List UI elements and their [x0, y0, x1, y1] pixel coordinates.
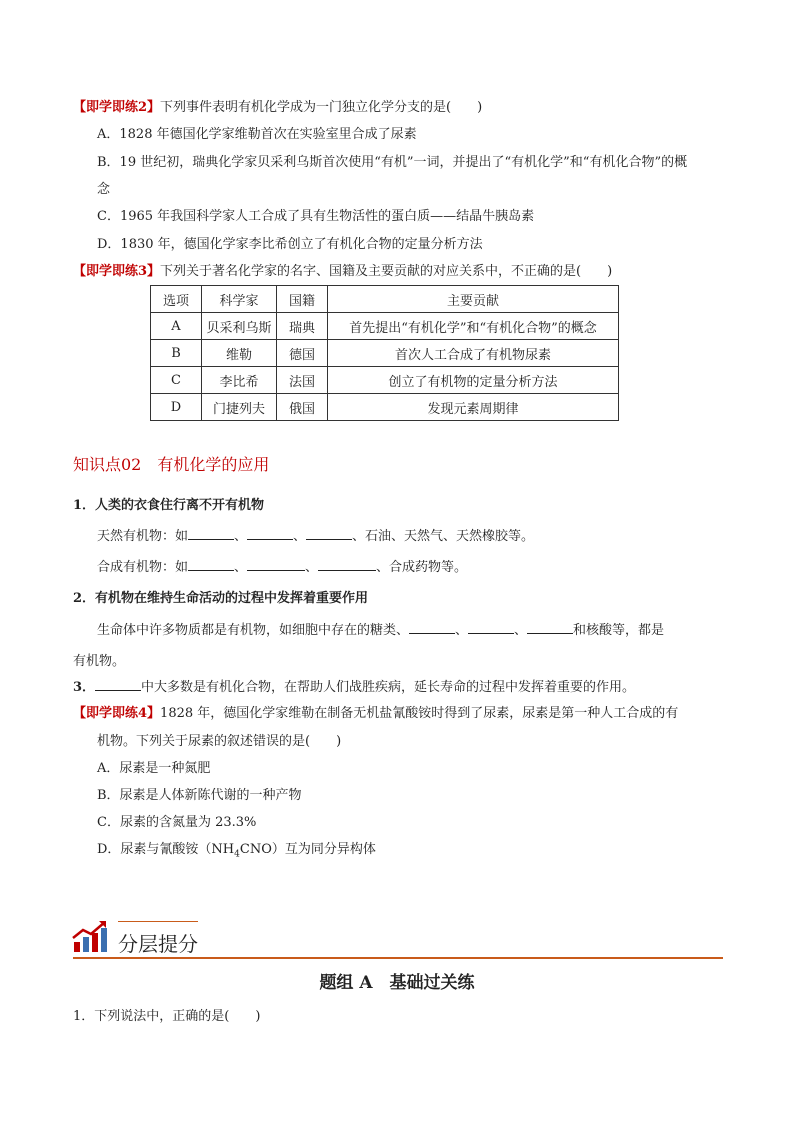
table-cell: 德国	[277, 340, 328, 367]
section-title: 知识点02 有机化学的应用	[73, 455, 270, 474]
separator: 、	[234, 529, 248, 544]
point-2-heading: 2．有机物在维持生命活动的过程中发挥着重要作用	[73, 591, 369, 606]
table-header: 主要贡献	[328, 286, 619, 313]
table-cell: B	[151, 340, 202, 367]
table-row	[151, 313, 619, 340]
table-cell: 俄国	[277, 394, 328, 421]
table-row	[151, 340, 619, 367]
table-cell: D	[151, 394, 202, 421]
option-b: B．尿素是人体新陈代谢的一种产物	[97, 788, 302, 803]
table-cell: 创立了有机物的定量分析方法	[328, 367, 619, 394]
option-d: D．1830 年，德国化学家李比希创立了有机化合物的定量分析方法	[97, 237, 483, 252]
option-a: A．尿素是一种氮肥	[97, 761, 211, 776]
line-text: 合成有机物：如	[97, 560, 189, 575]
banner-title: 分层提分	[118, 932, 198, 956]
exercise-tag: 【即学即练2】	[73, 100, 161, 115]
line-text: 中大多数是有机化合物，在帮助人们战胜疾病，延长寿命的过程中发挥着重要的作用。	[141, 680, 636, 695]
separator: 、	[234, 560, 248, 575]
separator: 、	[455, 623, 469, 638]
table-cell: 法国	[277, 367, 328, 394]
fill-blank[interactable]	[468, 621, 514, 634]
exercise-2-question	[73, 96, 482, 115]
option-b: B．19 世纪初，瑞典化学家贝采利乌斯首次使用“有机”一词，并提出了“有机化学”和“有机化合物”的概	[97, 155, 688, 170]
line-text: 、合成药物等。	[376, 560, 468, 575]
option-text: D．尿素与氰酸铵（NH	[97, 842, 235, 857]
table-cell: 首先提出“有机化学”和“有机化合物”的概念	[328, 313, 619, 340]
option-d	[97, 838, 376, 860]
table-header: 选项	[151, 286, 202, 313]
table-header-row	[151, 286, 619, 313]
fill-blank[interactable]	[409, 621, 455, 634]
line-text: 天然有机物：如	[97, 529, 189, 544]
chart-growth-icon	[71, 920, 109, 954]
option-c: C．尿素的含氮量为 23.3%	[97, 815, 257, 830]
option-text: CNO）互为同分异构体	[239, 842, 376, 857]
point-number: 3．	[73, 680, 96, 695]
table-row	[151, 394, 619, 421]
banner-top-rule	[118, 921, 198, 922]
question-text-continued: 机物。下列关于尿素的叙述错误的是( )	[97, 734, 342, 749]
fill-blank[interactable]	[95, 678, 141, 691]
table-cell: C	[151, 367, 202, 394]
table-cell: 贝采利乌斯	[202, 313, 277, 340]
exercise-tag: 【即学即练3】	[73, 264, 161, 279]
table-cell: 瑞典	[277, 313, 328, 340]
fill-blank[interactable]	[318, 558, 376, 571]
line-text: 生命体中许多物质都是有机物，如细胞中存在的糖类、	[97, 623, 410, 638]
table-row	[151, 367, 619, 394]
separator: 、	[305, 560, 319, 575]
exercise-4-question	[73, 702, 678, 721]
group-title: 题组 A 基础过关练	[319, 973, 475, 993]
table-header: 国籍	[277, 286, 328, 313]
fill-blank[interactable]	[247, 527, 293, 540]
question-text: 下列事件表明有机化学成为一门独立化学分支的是( )	[160, 100, 483, 115]
natural-organics-line	[97, 525, 534, 544]
fill-blank[interactable]	[247, 558, 305, 571]
life-organics-line	[97, 619, 664, 638]
fill-blank[interactable]	[188, 527, 234, 540]
point-1-heading: 1．人类的衣食住行离不开有机物	[73, 498, 265, 513]
line-text: 和核酸等，都是	[573, 623, 665, 638]
table-cell: 李比希	[202, 367, 277, 394]
question-1: 1．下列说法中，正确的是( )	[73, 1009, 261, 1024]
fill-blank[interactable]	[188, 558, 234, 571]
exercise-tag: 【即学即练4】	[73, 706, 161, 721]
fill-blank[interactable]	[306, 527, 352, 540]
table-cell: A	[151, 313, 202, 340]
synthetic-organics-line	[97, 556, 467, 575]
table-cell: 门捷列夫	[202, 394, 277, 421]
separator: 、	[514, 623, 528, 638]
scientist-table	[150, 285, 619, 421]
exercise-3-question	[73, 260, 612, 279]
option-a: A．1828 年德国化学家维勒首次在实验室里合成了尿素	[97, 127, 417, 142]
subscript: 4	[234, 849, 240, 860]
life-organics-line-2: 有机物。	[73, 654, 126, 669]
point-3-line	[73, 676, 635, 695]
question-text: 1828 年，德国化学家维勒在制备无机盐氰酸铵时得到了尿素，尿素是第一种人工合成的有	[160, 706, 679, 721]
option-c: C．1965 年我国科学家人工合成了具有生物活性的蛋白质——结晶牛胰岛素	[97, 209, 535, 224]
table-cell: 首次人工合成了有机物尿素	[328, 340, 619, 367]
line-text: 、石油、天然气、天然橡胶等。	[352, 529, 535, 544]
option-b-continued: 念	[97, 182, 111, 197]
banner-rule	[73, 957, 723, 959]
table-cell: 发现元素周期律	[328, 394, 619, 421]
table-cell: 维勒	[202, 340, 277, 367]
table-header: 科学家	[202, 286, 277, 313]
separator: 、	[293, 529, 307, 544]
question-text: 下列关于著名化学家的名字、国籍及主要贡献的对应关系中，不正确的是( )	[160, 264, 613, 279]
fill-blank[interactable]	[527, 621, 573, 634]
